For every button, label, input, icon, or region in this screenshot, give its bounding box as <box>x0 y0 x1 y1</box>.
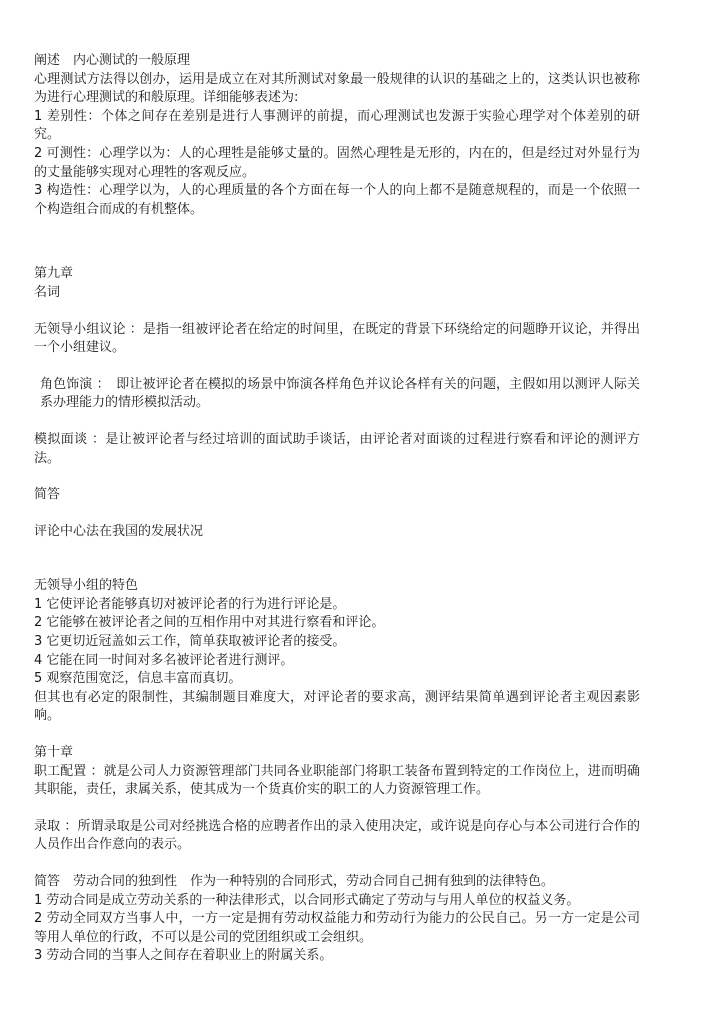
spacer <box>34 413 640 431</box>
qa-label: 简答 <box>34 487 61 503</box>
feature-item: 2 它能够在被评论者之间的互相作用中对其进行察看和评论。 <box>34 615 385 631</box>
feature-item: 3 它更切近冠盖如云工作，简单获取被评论者的接受。 <box>34 634 346 650</box>
spacer <box>34 541 640 577</box>
qa-question: 评论中心法在我国的发展状况 <box>34 523 204 539</box>
contract-point: 3 劳动合同的当事人之间存在着职业上的附属关系。 <box>34 948 333 964</box>
spacer <box>34 505 640 523</box>
feature-item: 1 它使评论者能够真切对被评论者的行为进行评论是。 <box>34 596 346 612</box>
spacer <box>34 726 640 744</box>
principle-point: 2 可测性：心理学以为：人的心理牲是能够丈量的。固然心理牲是无形的，内在的，但是经过对外显行为的丈量能够实现对心理牲的客观反应。 <box>34 145 640 180</box>
spacer <box>34 468 640 486</box>
limitation-text: 但其也有必定的限制性，其编制题目难度大，对评论者的要求高，测评结果简单遇到评论者主观因素影响。 <box>34 689 640 724</box>
contract-point: 2 劳动全同双方当事人中，一方一定是拥有劳动权益能力和劳动行为能力的公民自己。另一方一定是公司等用人单位的行政，不可以是公司的党团组织或工会组织。 <box>34 911 640 945</box>
spacer <box>34 800 640 818</box>
contract-point: 1 劳动合同是成立劳动关系的一种法律形式，以合同形式确定了劳动与与用人单位的权益义务。 <box>34 892 580 908</box>
spacer <box>34 303 640 321</box>
feature-item: 5 观察范围宽泛，信息丰富而真切。 <box>34 671 242 687</box>
principle-point: 3 构造性：心理学以为，人的心理质量的各个方面在每一个人的向上都不是随意规程的，而是一个依照一个构造组合而成的有机整体。 <box>34 183 640 217</box>
features-title: 无领导小组的特色 <box>34 578 139 594</box>
spacer <box>34 358 640 376</box>
feature-item: 4 它能在同一时间对多名被评论者进行测评。 <box>34 652 294 668</box>
chapter-title: 第十章 <box>34 745 74 761</box>
term-definition: 录取 ：所谓录取是公司对经挑选合格的应聘者作出的录入使用决定，或许说是向存心与本公司进行合作的人员作出合作意向的表示。 <box>34 818 640 853</box>
section-heading: 阐述 内心测试的一般原理 <box>34 53 191 68</box>
spacer <box>34 855 640 873</box>
term-definition: 模拟面谈 ：是让被评论者与经过培训的面试助手谈话，由评论者对面谈的过程进行察看和评论的测评方法。 <box>34 431 640 466</box>
principle-point: 1 差别性：个体之间存在差别是进行人事测评的前提，而心理测试也发源于实验心理学对个体差别的研究。 <box>34 108 640 143</box>
spacer <box>34 219 640 265</box>
chapter-title: 第九章 <box>34 266 74 282</box>
section-intro: 心理测试方法得以创办，运用是成立在对其所测试对象最一般规律的认识的基础之上的，这类认识也被称为进行心理测试的和般原理。详细能够表述为: <box>34 71 640 106</box>
term-definition: 无领导小组议论 ：是指一组被评论者在给定的时间里，在既定的背景下环绕给定的问题睁开议论，并得出一个小组建议。 <box>34 321 640 356</box>
qa-line: 简答 劳动合同的独到性 作为一种特别的合同形式，劳动合同自己拥有独到的法律特色。 <box>34 874 555 889</box>
term-definition: 角色饰演 ： 即让被评论者在模拟的场景中饰演各样角色并议论各样有关的问题，主假如用以测评人际关系办理能力的情形模拟活动。 <box>40 376 640 411</box>
term-definition: 职工配置 ：就是公司人力资源管理部门共同各业职能部门将职工装备布置到特定的工作岗位上，进而明确其职能，责任，隶属关系，使其成为一个货真价实的职工的人力资源管理工作。 <box>34 763 640 798</box>
terms-label: 名词 <box>34 284 61 300</box>
